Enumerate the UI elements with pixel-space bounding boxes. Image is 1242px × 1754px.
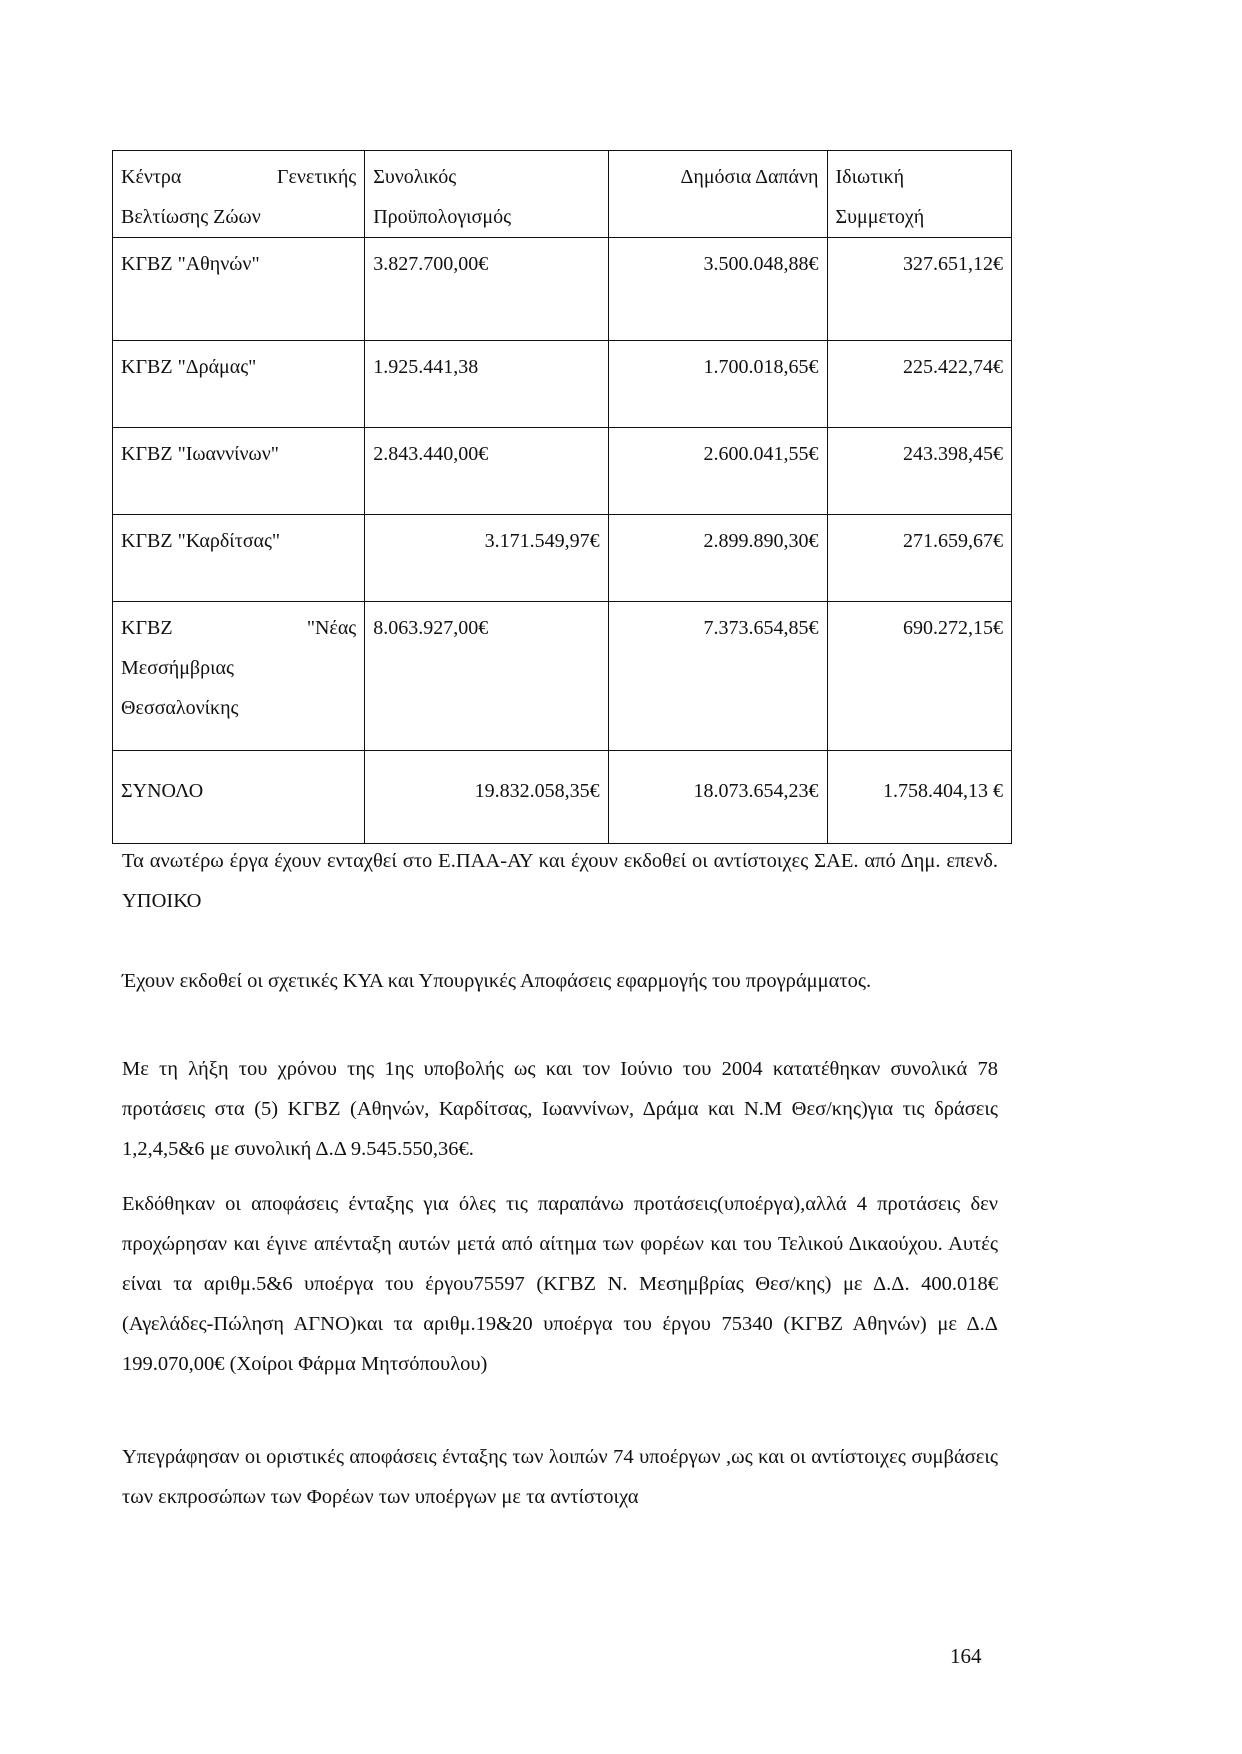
funding-table [112, 150, 1012, 844]
header-label: Συμμετοχή [835, 206, 925, 228]
header-label: Συνολικός [373, 166, 457, 188]
header-cell-centers [113, 151, 365, 238]
total-cell: 1.925.441,38 [365, 341, 608, 428]
center-name-line: Μεσσήμβριας [121, 657, 234, 679]
public-cell: 1.700.018,65€ [608, 341, 827, 428]
total-cell: 8.063.927,00€ [365, 602, 608, 751]
header-cell-budget [365, 151, 608, 238]
paragraph-decisions: Εκδόθηκαν οι αποφάσεις ένταξης για όλες τις παραπάνω προτάσεις(υποέργα),αλλά 4 προτάσεις δεν προχώρησαν και έγινε απένταξη αυτών μετά από αίτημα των φορέων και του Τελικού Δικαούχου. Αυτές είναι τα αριθμ.5&6 υποέργα του έργου75597 (ΚΓΒΖ Ν. Μεσημβρίας Θεσ/κης) με Δ.Δ. 400.018€(Αγελάδες-Πώληση ΑΓΝΟ)και τα αριθμ.19&20 υποέργα του έργου 75340 (ΚΓΒΖ Αθηνών) με Δ.Δ 199.070,00€ (Χοίροι Φάρμα Μητσόπουλου) [122, 1193, 998, 1375]
grand-total-cell: 19.832.058,35€ [365, 751, 608, 844]
center-name-cell: ΚΓΒΖ "Δράμας" [113, 341, 365, 428]
table-row [113, 428, 1012, 515]
header-label: Βελτίωσης Ζώων [121, 206, 261, 228]
header-label: Προϋπολογισμός [373, 206, 511, 228]
paragraph-signed: Υπεγράφησαν οι οριστικές αποφάσεις ένταξης των λοιπών 74 υποέργων ,ως και οι αντίστοιχες συμβάσεις των εκπροσώπων των Φορέων των υποέργων με τα αντίστοιχα [122, 1446, 998, 1508]
private-cell: 327.651,12€ [827, 238, 1012, 341]
table-row [113, 515, 1012, 602]
center-name-line: Θεσσαλονίκης [121, 697, 239, 719]
public-total-cell: 18.073.654,23€ [608, 751, 827, 844]
table-row [113, 341, 1012, 428]
page-number: 164 [950, 1644, 982, 1668]
paragraph-kya: Έχουν εκδοθεί οι σχετικές ΚΥΑ και Υπουργικές Αποφάσεις εφαρμογής του προγράμματος. [122, 970, 872, 992]
public-cell: 3.500.048,88€ [608, 238, 827, 341]
private-cell: 225.422,74€ [827, 341, 1012, 428]
table-header-row [113, 151, 1012, 238]
table-row [113, 238, 1012, 341]
center-name-cell [113, 602, 365, 751]
private-total-cell: 1.758.404,13 € [827, 751, 1012, 844]
total-cell: 3.171.549,97€ [365, 515, 608, 602]
paragraph-epaa: Τα ανωτέρω έργα έχουν ενταχθεί στο Ε.ΠΑΑ-ΑΥ και έχουν εκδοθεί οι αντίστοιχες ΣΑΕ. από Δημ. επενδ. ΥΠΟΙΚΟ [122, 850, 998, 912]
table-total-row [113, 751, 1012, 844]
total-label-cell: ΣΥΝΟΛΟ [113, 751, 365, 844]
header-cell-private [827, 151, 1012, 238]
center-name-cell: ΚΓΒΖ "Καρδίτσας" [113, 515, 365, 602]
table-row [113, 602, 1012, 751]
center-name-line: ΚΓΒΖ "Νέας [121, 617, 357, 639]
center-name-cell: ΚΓΒΖ "Αθηνών" [113, 238, 365, 341]
total-cell: 2.843.440,00€ [365, 428, 608, 515]
header-cell-public [608, 151, 827, 238]
public-cell: 2.899.890,30€ [608, 515, 827, 602]
paragraph-submissions: Με τη λήξη του χρόνου της 1ης υποβολής ως και τον Ιούνιο του 2004 κατατέθηκαν συνολικά 78 προτάσεις στα (5) ΚΓΒΖ (Αθηνών, Καρδίτσας, Ιωαννίνων, Δράμα και Ν.Μ Θεσ/κης)για τις δράσεις 1,2,4,5&6 με συνολική Δ.Δ 9.545.550,36€. [122, 1058, 998, 1160]
private-cell: 271.659,67€ [827, 515, 1012, 602]
public-cell: 7.373.654,85€ [608, 602, 827, 751]
private-cell: 690.272,15€ [827, 602, 1012, 751]
header-label: Ιδιωτική [835, 166, 905, 188]
private-cell: 243.398,45€ [827, 428, 1012, 515]
header-label: Δημόσια Δαπάνη [680, 166, 819, 188]
header-label: Κέντρα Γενετικής [121, 166, 357, 188]
total-cell: 3.827.700,00€ [365, 238, 608, 341]
public-cell: 2.600.041,55€ [608, 428, 827, 515]
center-name-cell: ΚΓΒΖ "Ιωαννίνων" [113, 428, 365, 515]
